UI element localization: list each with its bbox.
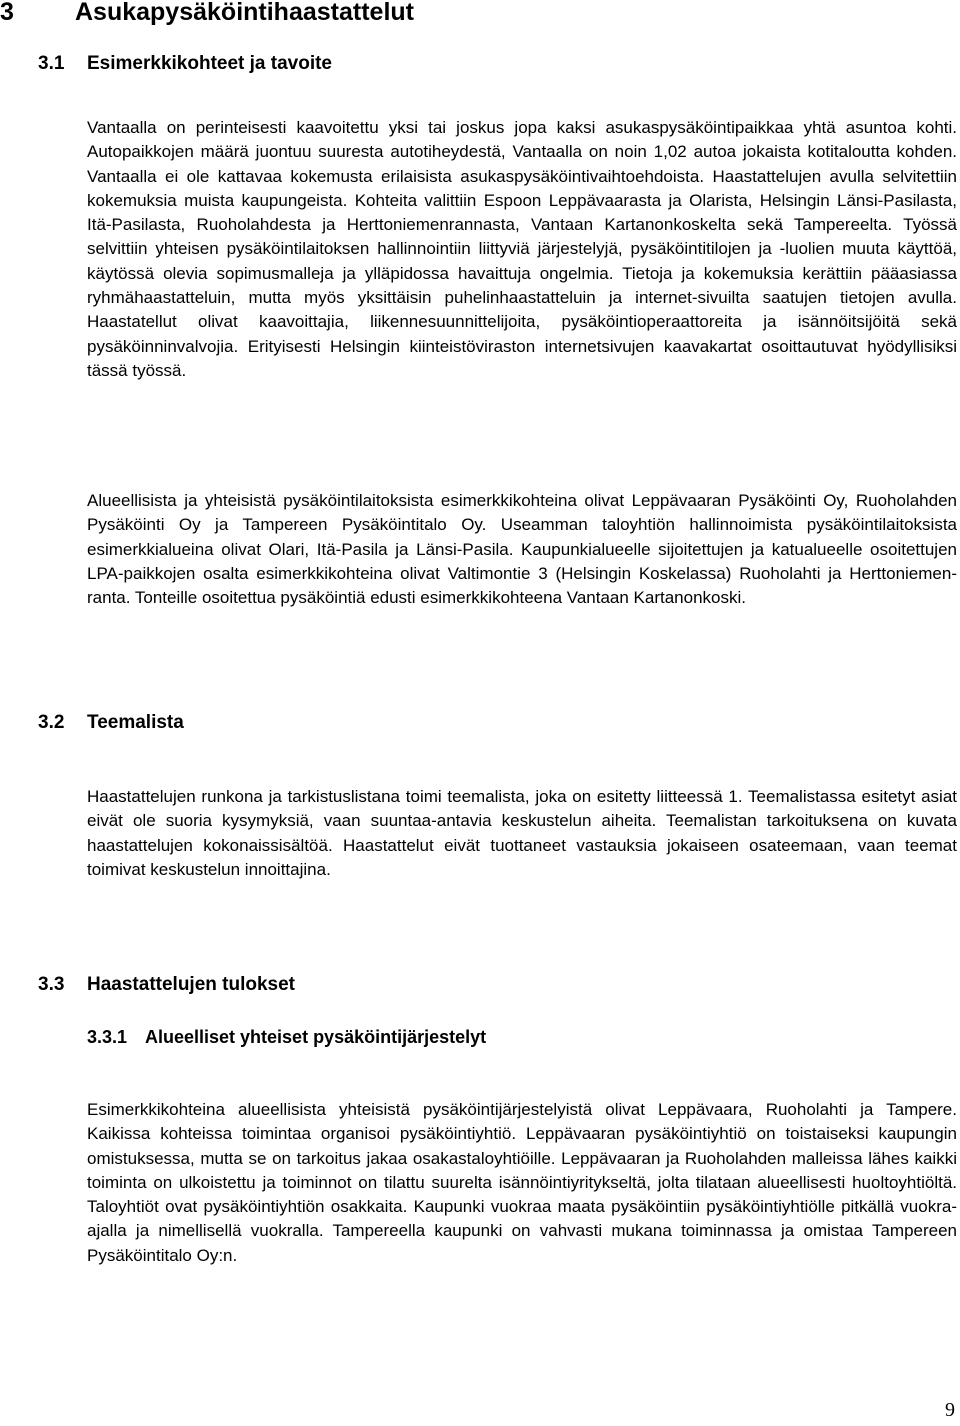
section-heading-3-1 (38, 52, 332, 76)
paragraph: Haastattelujen runkona ja tarkistuslistana toimi teemalista, joka on esitetty liitteessä 1. Teemalistassa esitetyt asiat eivät ole suoria kysymyksiä, vaan suuntaa-antavia keskustelun aiheita. Teemalistan tarkoituksena on kuvata haastattelujen kokonaissisältöä. Haastattelut eivät tuottaneet vastauksia jokaiseen osateemaan, vaan teemat toimivat keskustelun innoittajina. (87, 787, 957, 879)
section-heading-3-2 (38, 711, 184, 735)
section-title: Esimerkkikohteet ja tavoite (87, 53, 332, 74)
section-title: Haastattelujen tulokset (87, 974, 295, 995)
subsection-heading-3-3-1 (87, 1025, 486, 1049)
section-number: 3.2 (38, 712, 65, 733)
paragraph: Esimerkkikohteina alueellisista yhteisistä pysäköintijärjestelyistä olivat Leppävaara, Ruoholahti ja Tampere. Kaikissa kohteissa toimintaa organisoi pysäköintiyhtiö. Leppävaaran pysäköintiyhtiö on toistaiseksi kaupungin omistuksessa, mutta se on tarkoitus jakaa osakastaloyhtiöille. Leppävaaran ja Ruoholahden malleissa lähes kaikki toiminta on ulkoistettu ja toiminnot on tilattu suurelta isännöintiyritykseltä, jolta tilataan alueellisesti huoltoyhtiöltä. Taloyhtiöt ovat pysäköintiyhtiön osakkaita. Kaupunki vuokraa maata pysäköintiin pysäköintiyhtiölle pitkällä vuokra-ajalla ja nimellisellä vuokralla. Tampereella kaupunki on vahvasti mukana toiminnassa ja omistaa Tampereen Pysäköintitalo Oy:n. (87, 1100, 957, 1265)
paragraph: Alueellisista ja yhteisistä pysäköintilaitoksista esimerkkikohteina olivat Leppävaaran Pysäköinti Oy, Ruoholahden Pysäköinti Oy ja Tampereen Pysäköintitalo Oy. Useamman taloyhtiön hallinnoimista pysäköintilaitoksista esimerkkialueina olivat Olari, Itä-Pasila ja Länsi-Pasila. Kaupunkialueelle sijoitettujen ja katualueelle osoitettujen LPA-paikkojen osalta esimerkkikohteina olivat Valtimontie 3 (Helsingin Koskelassa) Ruoholahti ja Herttoniemenranta. Tonteille osoitettua pysäköintiä edusti esimerkkikohteena Vantaan Kartanonkoski. (87, 491, 957, 608)
section-title: Teemalista (87, 712, 184, 733)
subsection-title: Alueelliset yhteiset pysäköintijärjestelyt (145, 1027, 487, 1047)
page-number: 9 (945, 1399, 955, 1421)
section-number: 3.3 (38, 974, 65, 995)
chapter-heading (0, 0, 414, 28)
paragraph: Vantaalla on perinteisesti kaavoitettu yksi tai joskus jopa kaksi asukaspysäköintipaikkaa yhtä asuntoa kohti. Autopaikkojen määrä juontuu suuresta autotiheydestä, Vantaalla on noin 1,02 autoa jokaista kotitaloutta kohden. Vantaalla ei ole kattavaa kokemusta erilaisista asukaspysäköintivaihtoehdoista. Haastattelujen avulla selvitettiin kokemuksia muista kaupungeista. Kohteita valittiin Espoon Leppävaarasta ja Olarista, Helsingin Länsi-Pasilasta, Itä-Pasilasta, Ruoholahdesta ja Herttoniemenrannasta, Vantaan Kartanonkoskelta sekä Tampereelta. Työssä selvittiin yhteisen pysäköintilaitoksen hallinnointiin liittyviä järjestelyjä, pysäköintitilojen ja -luolien muuta käyttöä, käytössä olevia sopimusmalleja ja ylläpidossa havaittuja ongelmia. Tietoja ja kokemuksia kerättiin pääasiassa ryhmähaastatteluin, mutta myös yksittäisin puhelinhaastatteluin ja internet-sivuilta saatujen tietojen avulla. Haastatellut olivat kaavoittajia, liikennesuunnittelijoita, pysäköintioperaattoreita ja isännöitsijöitä sekä pysäköinninvalvojia. Erityisesti Helsingin kiinteistöviraston internetsivujen kaavakartat osoittautuvat hyödyllisiksi tässä työssä. (87, 118, 957, 380)
chapter-number: 3 (0, 0, 14, 26)
chapter-title: Asukapysäköintihaastattelut (75, 0, 414, 26)
section-heading-3-3 (38, 973, 295, 997)
section-number: 3.1 (38, 53, 65, 74)
subsection-number: 3.3.1 (87, 1027, 128, 1047)
